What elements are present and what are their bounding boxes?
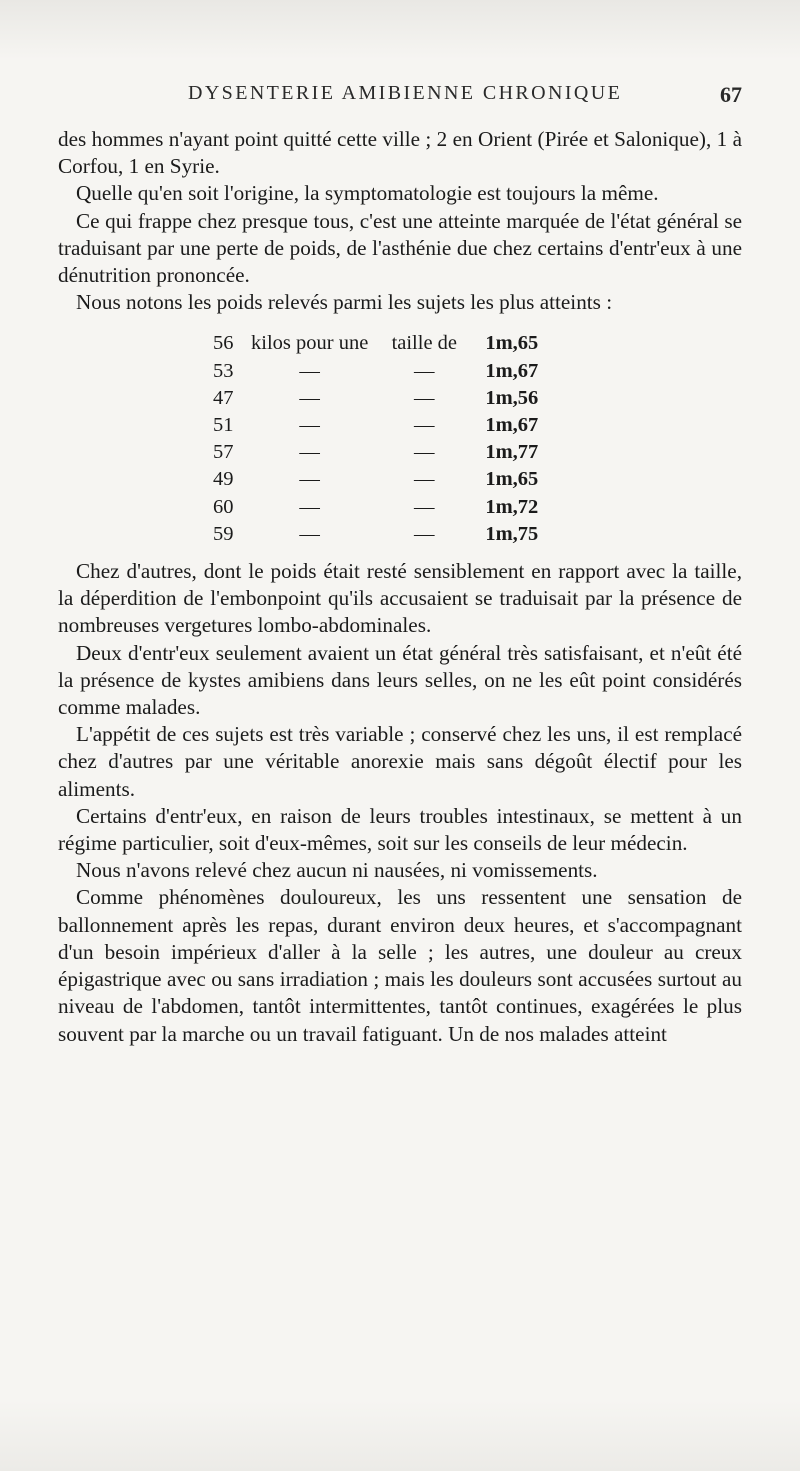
weights-row bbox=[213, 494, 542, 521]
paragraph: Nous n'avons relevé chez aucun ni nausées, ni vomissements. bbox=[76, 858, 598, 883]
weight-value: 53 bbox=[213, 359, 234, 382]
weights-row bbox=[213, 439, 542, 466]
height-value: 1m,56 bbox=[485, 386, 539, 409]
height-value: 1m,72 bbox=[485, 495, 539, 518]
ditto-dash: — bbox=[414, 441, 435, 464]
ditto-dash: — bbox=[299, 414, 320, 437]
height-value: 1m,67 bbox=[485, 359, 539, 382]
ditto-dash: — bbox=[299, 359, 320, 382]
paragraph: Certains d'entr'eux, en raison de leurs troubles intestinaux, se mettent à un régime particulier, soit d'eux-mêmes, soit sur les conseils de leur médecin. bbox=[58, 803, 742, 856]
ditto-dash: — bbox=[299, 468, 320, 491]
height-value: 1m,77 bbox=[485, 441, 539, 464]
ditto-dash: — bbox=[414, 522, 435, 545]
paragraph: Chez d'autres, dont le poids était resté sensiblement en rapport avec la taille, la déperdition de l'embonpoint qu'ils accusaient se traduisait par la présence de nombreuses vergetures lombo-abdominales. bbox=[58, 559, 742, 638]
weights-row bbox=[213, 466, 542, 493]
weights-table bbox=[213, 330, 542, 548]
weight-value: 51 bbox=[213, 414, 234, 437]
paragraph: Deux d'entr'eux seulement avaient un état général très satisfaisant, et n'eût été la présence de kystes amibiens dans leurs selles, on ne les eût point considérés comme malades. bbox=[58, 640, 742, 720]
paragraph: Quelle qu'en soit l'origine, la symptomatologie est toujours la même. bbox=[76, 181, 659, 206]
ditto-dash: — bbox=[299, 386, 320, 409]
weights-row bbox=[213, 330, 542, 357]
ditto-dash: — bbox=[414, 359, 435, 382]
ditto-dash: — bbox=[299, 441, 320, 464]
height-value: 1m,67 bbox=[485, 414, 539, 437]
paragraph: Ce qui frappe chez presque tous, c'est une atteinte marquée de l'état général se traduisant par une perte de poids, de l'asthénie due chez certains d'entr'eux à une dénutrition prononcée. bbox=[58, 208, 742, 288]
page-number: 67 bbox=[720, 82, 742, 107]
weight-value: 57 bbox=[213, 441, 234, 464]
paragraph: L'appétit de ces sujets est très variable ; conservé chez les uns, il est remplacé chez d'autres par une véritable anorexie mais sans dégoût électif pour les aliments. bbox=[58, 722, 742, 801]
ditto-dash: — bbox=[299, 522, 320, 545]
ditto-dash: — bbox=[414, 386, 435, 409]
weights-row bbox=[213, 358, 542, 385]
weights-row bbox=[213, 412, 542, 439]
body-text bbox=[58, 126, 742, 1048]
weight-unit-label: kilos pour une bbox=[251, 332, 369, 355]
height-value: 1m,65 bbox=[485, 332, 539, 355]
ditto-dash: — bbox=[299, 495, 320, 518]
weight-value: 49 bbox=[213, 468, 234, 491]
height-value: 1m,65 bbox=[485, 468, 539, 491]
weight-value: 56 bbox=[213, 332, 234, 355]
weights-row bbox=[213, 521, 542, 548]
height-value: 1m,75 bbox=[485, 522, 539, 545]
weights-row bbox=[213, 385, 542, 412]
ditto-dash: — bbox=[414, 468, 435, 491]
ditto-dash: — bbox=[414, 414, 435, 437]
weight-value: 59 bbox=[213, 522, 234, 545]
weight-value: 60 bbox=[213, 495, 234, 518]
height-label: taille de bbox=[391, 332, 458, 355]
paragraph: Comme phénomènes douloureux, les uns ressentent une sensation de ballonnement après les repas, durant environ deux heures, et s'accompagnant d'un besoin impérieux d'aller à la selle ; les autres, une douleur au creux épigastrique avec ou sans irradiation ; mais les douleurs sont accusées surtout au niveau de l'abdomen, tantôt intermittentes, tantôt continues, exagérées le plus souvent par la marche ou un travail fatiguant. Un de nos malades atteint bbox=[58, 885, 742, 1046]
paragraph: Nous notons les poids relevés parmi les sujets les plus atteints : bbox=[76, 290, 613, 315]
paragraph-continuation: des hommes n'ayant point quitté cette ville ; 2 en Orient (Pirée et Salonique), 1 à Corfou, 1 en Syrie. bbox=[58, 127, 742, 179]
ditto-dash: — bbox=[414, 495, 435, 518]
running-header bbox=[60, 82, 750, 112]
running-title: DYSENTERIE AMIBIENNE CHRONIQUE bbox=[188, 82, 623, 104]
weight-value: 47 bbox=[213, 386, 234, 409]
